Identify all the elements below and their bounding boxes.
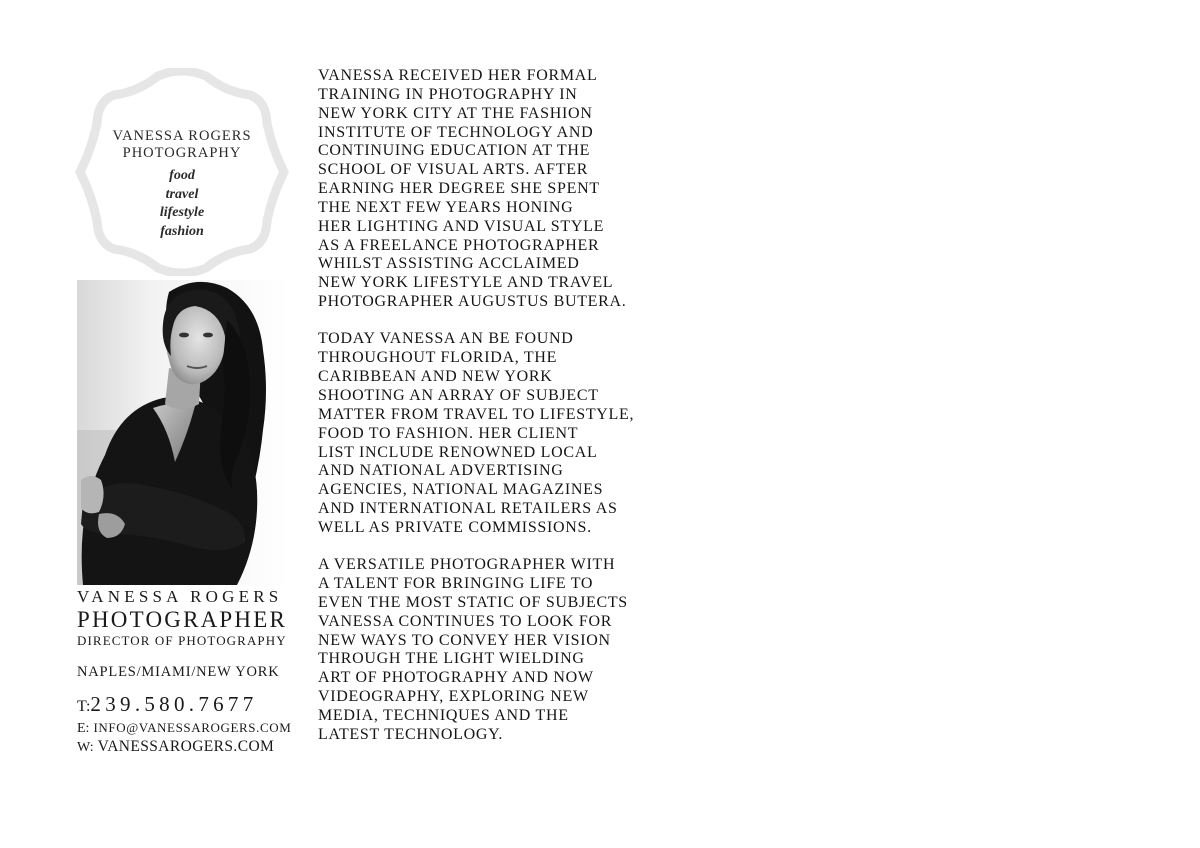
- bio-line: VIDEOGRAPHY, EXPLORING NEW: [318, 688, 589, 706]
- logo-tag-food: food: [169, 168, 195, 183]
- bio-line: TODAY VANESSA AN BE FOUND: [318, 330, 574, 348]
- contact-name: VANESSA ROGERS: [77, 587, 283, 606]
- web-label: W:: [77, 740, 94, 755]
- bio-line: A VERSATILE PHOTOGRAPHER WITH: [318, 556, 616, 574]
- bio-line: NEW YORK LIFESTYLE AND TRAVEL: [318, 274, 614, 292]
- contact-web-line: [77, 738, 291, 757]
- bio-line: NEW YORK CITY AT THE FASHION: [318, 104, 593, 122]
- bio-line: LIST INCLUDE RENOWNED LOCAL: [318, 443, 598, 461]
- bio-text: [318, 67, 658, 763]
- bio-line: INSTITUTE OF TECHNOLOGY AND: [318, 123, 594, 141]
- bio-line: FOOD TO FASHION. HER CLIENT: [318, 424, 579, 442]
- bio-line: PHOTOGRAPHER AUGUSTUS BUTERA.: [318, 293, 627, 311]
- bio-line: MATTER FROM TRAVEL TO LIFESTYLE,: [318, 405, 635, 423]
- bio-line: ART OF PHOTOGRAPHY AND NOW: [318, 669, 594, 687]
- bio-line: WHILST ASSISTING ACCLAIMED: [318, 255, 580, 273]
- bio-paragraph-2: [318, 330, 658, 537]
- logo-name-line2: PHOTOGRAPHY: [122, 145, 242, 161]
- portrait-eye-right: [203, 333, 213, 338]
- portrait-illustration: [77, 280, 289, 585]
- bio-line: VANESSA CONTINUES TO LOOK FOR: [318, 612, 613, 630]
- bio-line: AS A FREELANCE PHOTOGRAPHER: [318, 236, 600, 254]
- bio-line: THE NEXT FEW YEARS HONING: [318, 198, 574, 216]
- contact-phone-line: [77, 692, 291, 719]
- bio-line: THROUGHOUT FLORIDA, THE: [318, 349, 558, 367]
- bio-paragraph-1: [318, 67, 658, 312]
- contact-cities: NAPLES/MIAMI/NEW YORK: [77, 664, 280, 680]
- bio-line: SHOOTING AN ARRAY OF SUBJECT: [318, 387, 599, 404]
- bio-line: LATEST TECHNOLOGY.: [318, 725, 504, 743]
- contact-subtitle: DIRECTOR OF PHOTOGRAPHY: [77, 633, 287, 648]
- logo-text: [74, 128, 290, 241]
- bio-line: WELL AS PRIVATE COMMISSIONS.: [318, 518, 592, 536]
- bio-line: TRAINING IN PHOTOGRAPHY IN: [318, 85, 578, 103]
- logo-tag-fashion: fashion: [160, 223, 204, 239]
- logo-name-line1: VANESSA ROGERS: [112, 128, 252, 144]
- bio-line: CONTINUING EDUCATION AT THE: [318, 142, 591, 160]
- bio-paragraph-3: [318, 556, 658, 744]
- contact-block: [77, 587, 291, 757]
- phone-label: T:: [77, 698, 91, 715]
- bio-line: A TALENT FOR BRINGING LIFE TO: [318, 575, 594, 593]
- contact-role: PHOTOGRAPHER: [77, 607, 288, 632]
- logo-tags: [74, 167, 290, 241]
- bio-line: THROUGH THE LIGHT WIELDING: [318, 650, 585, 668]
- bio-line: NEW WAYS TO CONVEY HER VISION: [318, 631, 611, 649]
- bio-line: SCHOOL OF VISUAL ARTS. AFTER: [318, 161, 589, 179]
- bio-line: EARNING HER DEGREE SHE SPENT: [318, 180, 600, 198]
- logo-badge: [74, 68, 290, 276]
- portrait-hand-left: [81, 476, 104, 513]
- email-label: E:: [77, 721, 90, 736]
- bio-line: CARIBBEAN AND NEW YORK: [318, 368, 553, 386]
- bio-line: MEDIA, TECHNIQUES AND THE: [318, 707, 569, 724]
- bio-line: AND INTERNATIONAL RETAILERS AS: [318, 500, 618, 518]
- logo-tag-lifestyle: lifestyle: [159, 205, 205, 220]
- bio-line: VANESSA RECEIVED HER FORMAL: [318, 67, 598, 84]
- contact-email-line: [77, 719, 291, 738]
- website: VANESSAROGERS.COM: [97, 738, 275, 755]
- portrait-eye-left: [179, 333, 189, 338]
- email-address: INFO@VANESSAROGERS.COM: [93, 720, 292, 735]
- phone-number: 239.580.7677: [90, 692, 258, 716]
- bio-line: AND NATIONAL ADVERTISING: [318, 462, 564, 480]
- portrait-photo: [77, 280, 289, 585]
- bio-line: EVEN THE MOST STATIC OF SUBJECTS: [318, 593, 628, 611]
- bio-line: AGENCIES, NATIONAL MAGAZINES: [318, 481, 604, 499]
- logo-tag-travel: travel: [165, 186, 199, 202]
- bio-line: HER LIGHTING AND VISUAL STYLE: [318, 217, 605, 235]
